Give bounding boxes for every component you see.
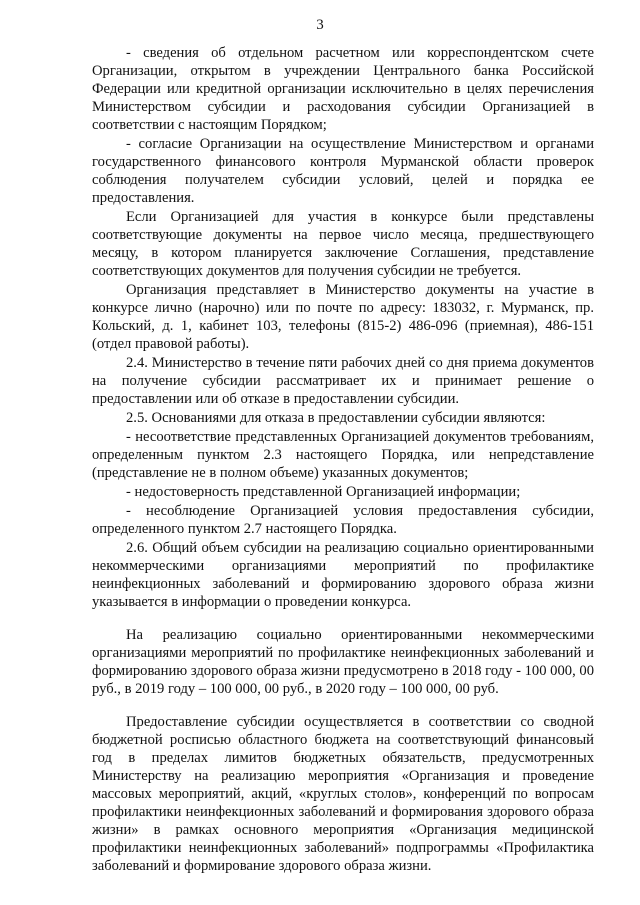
- page-number: 3: [316, 17, 324, 33]
- paragraph-budget-provision: Предоставление субсидии осуществляется в соответствии со сводной бюджетной росписью областного бюджета на соответствующий финансовый год в пределах лимитов бюджетных обязательств, предусмотренных Министерству на реализацию мероприятия «Организация и проведение массовых мероприятий, акций, «круглых столов», конференций по вопросам профилактики неинфекционных заболеваний и формирования здорового образа жизни» в рамках основного мероприятия «Организация медицинской профилактики неинфекционных заболеваний» подпрограммы «Профилактика заболеваний и формирование здорового образа жизни.: [92, 714, 594, 874]
- paragraph-refusal-reason-2: - недостоверность представленной Организацией информации;: [126, 484, 521, 500]
- paragraph-section-2-6: 2.6. Общий объем субсидии на реализацию социально ориентированными некоммерческими организациями мероприятий по профилактике неинфекционных заболеваний и формированию здорового образа жизни указывается в информации о проведении конкурса.: [92, 540, 594, 610]
- document-body: [92, 44, 594, 876]
- paragraph-refusal-reason-3: - несоблюдение Организацией условия предоставления субсидии, определенного пунктом 2.7 настоящего Порядка.: [92, 503, 594, 537]
- paragraph-submission-address: Организация представляет в Министерство документы на участие в конкурсе лично (нарочно) или по почте по адресу: 183032, г. Мурманск, пр. Кольский, д. 1, кабинет 103, телефоны (815-2) 486-096 (приемная), 486-151 (отдел правовой работы).: [92, 282, 594, 352]
- paragraph-previous-documents: Если Организацией для участия в конкурсе были представлены соответствующие документы на первое число месяца, предшествующего месяцу, в котором планируется заключение Соглашения, представление соответствующих документов для получения субсидии не требуется.: [92, 209, 594, 279]
- paragraph-account-info: - сведения об отдельном расчетном или корреспондентском счете Организации, открытом в учреждении Центрального банка Российской Федерации или кредитной организации исключительно в целях перечисления Министерством субсидии и расходования субсидии Организацией в соответствии с настоящим Порядком;: [92, 45, 594, 133]
- paragraph-section-2-4: 2.4. Министерство в течение пяти рабочих дней со дня приема документов на получение субсидии рассматривает их и принимает решение о предоставлении или об отказе в предоставлении субсидии.: [92, 355, 594, 407]
- paragraph-inspection-consent: - согласие Организации на осуществление Министерством и органами государственного финансового контроля Мурманской области проверок соблюдения получателем субсидии условий, целей и порядка ее предоставления.: [92, 136, 594, 206]
- paragraph-funding-amounts: На реализацию социально ориентированными некоммерческими организациями мероприятий по профилактике неинфекционных заболеваний и формированию здорового образа жизни предусмотрено в 2018 году - 100 000, 00 руб., в 2019 году – 100 000, 00 руб., в 2020 году – 100 000, 00 руб.: [92, 627, 594, 697]
- paragraph-section-2-5: 2.5. Основаниями для отказа в предоставлении субсидии являются:: [126, 410, 546, 426]
- paragraph-refusal-reason-1: - несоответствие представленных Организацией документов требованиям, определенным пунктом 2.3 настоящего Порядка, или непредставление (представление не в полном объеме) указанных документов;: [92, 429, 594, 481]
